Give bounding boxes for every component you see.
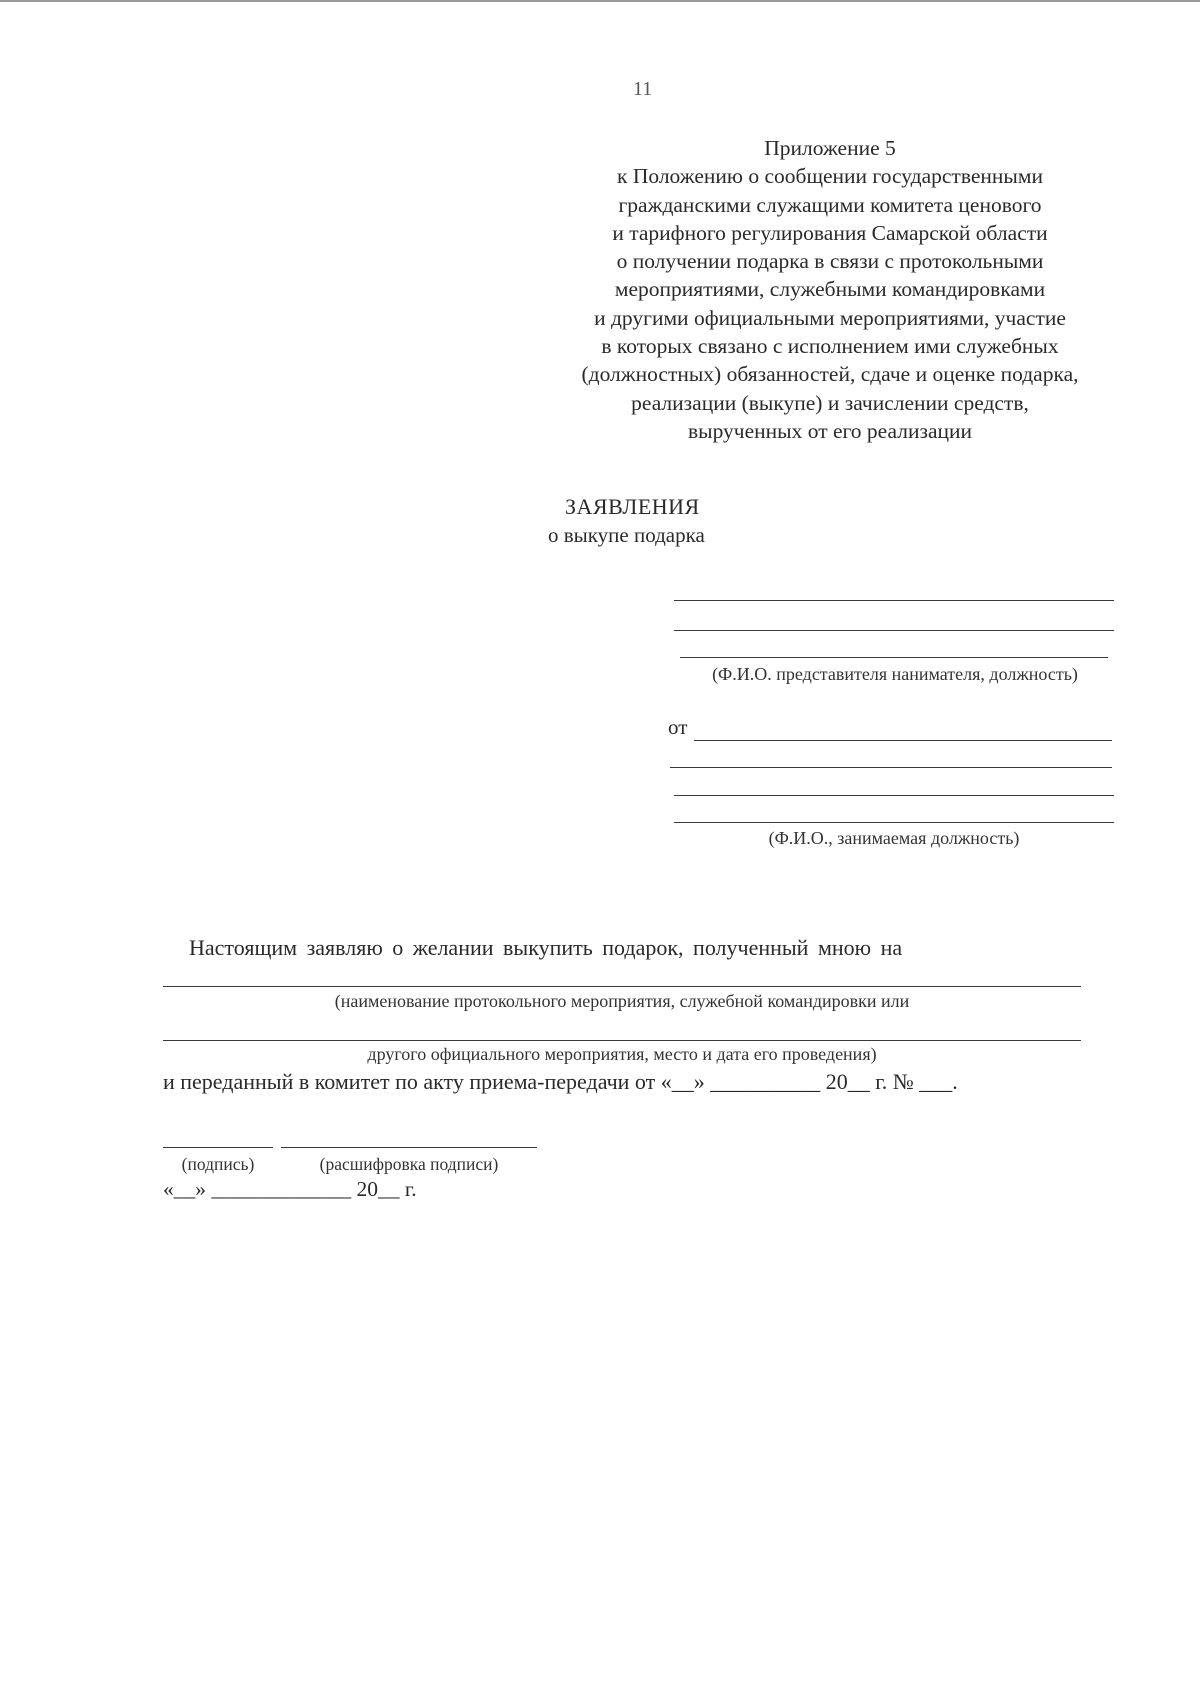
event-line-1[interactable] — [163, 986, 1081, 987]
appendix-line: о получении подарка в связи с протокольными — [616, 249, 1044, 274]
signature-date: «__» _____________ 20__ г. — [163, 1177, 417, 1201]
document-title: ЗАЯВЛЕНИЯ — [565, 494, 700, 519]
document-subtitle: о выкупе подарка — [548, 523, 705, 547]
appendix-line: и другими официальными мероприятиями, участие — [594, 305, 1066, 330]
signature-caption: (подпись) — [181, 1154, 255, 1174]
addressee-line-1[interactable] — [674, 600, 1114, 601]
appendix-line: мероприятиями, служебными командировками — [614, 277, 1046, 302]
sender-line-3[interactable] — [674, 795, 1114, 796]
addressee-line-2[interactable] — [674, 630, 1114, 631]
from-label: от — [668, 715, 688, 739]
appendix-line: к Положению о сообщении государственными — [617, 164, 1043, 189]
page-number: 11 — [633, 78, 653, 100]
appendix-line: гражданскими служащими комитета ценового — [618, 192, 1042, 217]
appendix-header — [530, 134, 1130, 445]
addressee-line-3[interactable] — [680, 657, 1108, 658]
statement-text: Настоящим заявляю о желании выкупить подарок, полученный мною на — [189, 935, 903, 960]
signature-decode-caption: (расшифровка подписи) — [319, 1154, 499, 1174]
signature-line[interactable] — [163, 1147, 273, 1148]
appendix-line: Приложение 5 — [764, 136, 896, 160]
sender-line-4[interactable] — [674, 822, 1114, 823]
page-top-border — [0, 0, 1200, 2]
sender-line-2[interactable] — [670, 767, 1112, 768]
appendix-line: в которых связано с исполнением ими служебных — [601, 334, 1059, 359]
event-caption-1: (наименование протокольного мероприятия, служебной командировки или — [334, 991, 910, 1011]
addressee-caption: (Ф.И.О. представителя нанимателя, должность) — [712, 664, 1078, 684]
event-caption-2: другого официального мероприятия, место и дата его проведения) — [367, 1044, 877, 1064]
event-line-2[interactable] — [163, 1040, 1081, 1041]
appendix-line: (должностных) обязанностей, сдаче и оценке подарка, — [581, 362, 1079, 387]
appendix-line: вырученных от его реализации — [687, 418, 972, 443]
appendix-line: реализации (выкупе) и зачислении средств, — [631, 390, 1029, 415]
signature-decode-line[interactable] — [281, 1147, 537, 1148]
sender-caption: (Ф.И.О., занимаемая должность) — [768, 828, 1020, 848]
transfer-text: и переданный в комитет по акту приема-передачи от «__» __________ 20__ г. № ___. — [163, 1069, 958, 1094]
appendix-line: и тарифного регулирования Самарской области — [612, 220, 1048, 245]
sender-line-1[interactable] — [694, 740, 1112, 741]
